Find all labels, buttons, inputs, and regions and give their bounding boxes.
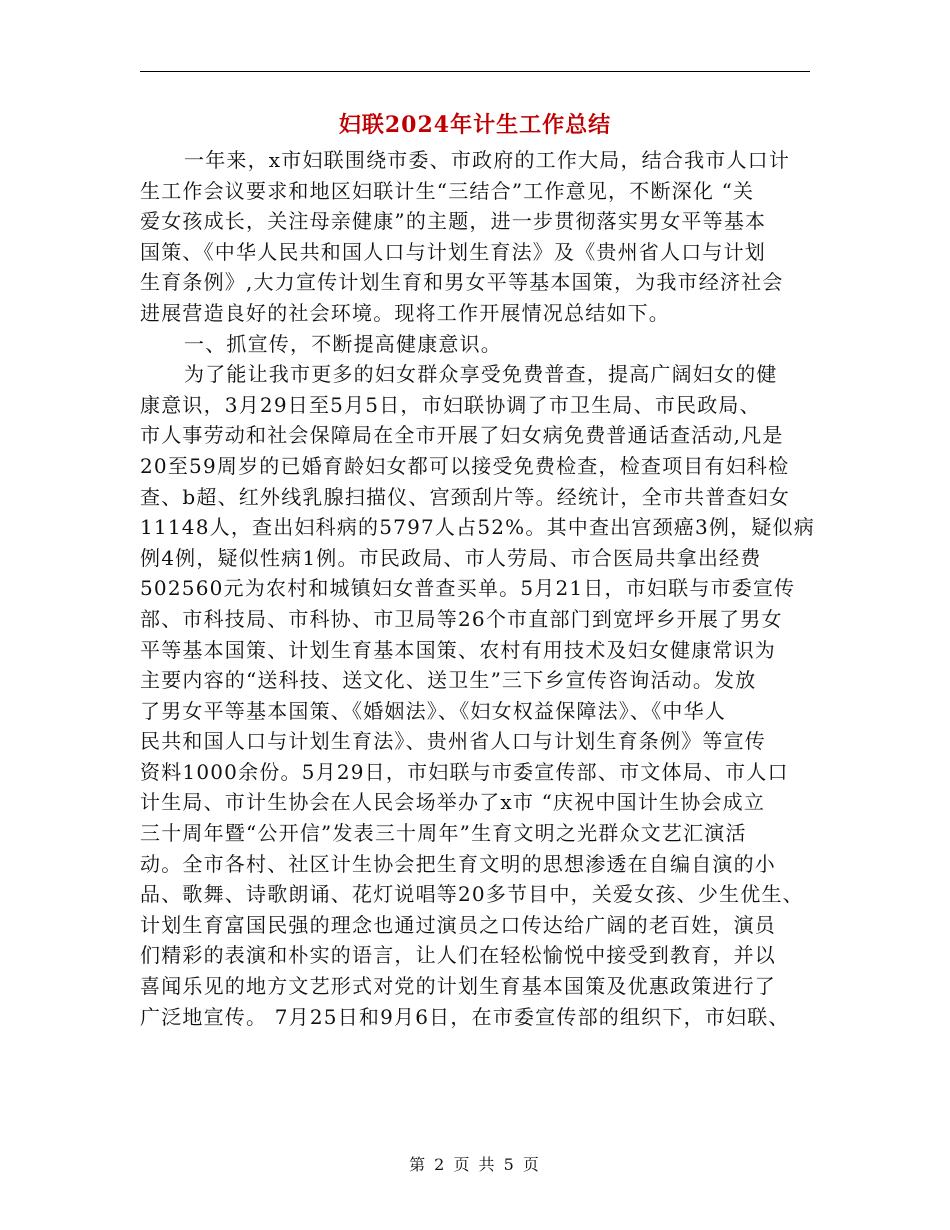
body-line: 品、歌舞、诗歌朗诵、花灯说唱等20多节目中，关爱女孩、少生优生、	[140, 882, 804, 907]
body-line: 资料1000余份。5月29日，市妇联与市委宣传部、市文体局、市人口	[140, 759, 789, 784]
body-line: 查、b超、红外线乳腺扫描仪、宫颈刮片等。经统计，全市共普查妇女	[140, 484, 791, 509]
body-line: 生育条例》,大力宣传计划生育和男女平等基本国策，为我市经济社会	[140, 270, 784, 295]
body-line: 502560元为农村和城镇妇女普查买单。5月21日，市妇联与市委宣传	[140, 576, 796, 601]
body-line: 部、市科技局、市科协、市卫局等26个市直部门到宽坪乡开展了男女	[140, 606, 783, 631]
body-line: 生工作会议要求和地区妇联计生“三结合”工作意见，不断深化 “关	[140, 178, 755, 203]
body-line: 们精彩的表演和朴实的语言，让人们在轻松愉悦中接受到教育，并以	[140, 943, 776, 968]
body-line: 三十周年暨“公开信”发表三十周年”生育文明之光群众文艺汇演活	[140, 821, 747, 846]
section-heading: 一、抓宣传，不断提高健康意识。	[184, 331, 502, 356]
header-rule	[140, 71, 810, 72]
body-line: 民共和国人口与计划生育法》、贵州省人口与计划生育条例》等宣传	[140, 729, 766, 754]
body-line: 动。全市各村、社区计生协会把生育文明的思想渗透在自编自演的小	[140, 851, 776, 876]
body-line: 国策、《中华人民共和国人口与计划生育法》及《贵州省人口与计划	[140, 239, 766, 264]
body-line: 20至59周岁的已婚育龄妇女都可以接受免费检查，检查项目有妇科检	[140, 453, 790, 478]
body-line: 喜闻乐见的地方文艺形式对党的计划生育基本国策及优惠政策进行了	[140, 974, 776, 999]
document-body	[140, 145, 815, 1032]
body-line: 一年来，x市妇联围绕市委、市政府的工作大局，结合我市人口计	[184, 148, 791, 172]
body-line: 为了能让我市更多的妇女群众享受免费普查，提高广阔妇女的健	[184, 362, 778, 387]
body-line: 进展营造良好的社会环境。现将工作开展情况总结如下。	[140, 300, 670, 325]
body-line: 了男女平等基本国策、《婚姻法》、《妇女权益保障法》、《中华人	[140, 698, 726, 723]
page-number-footer: 第 2 页 共 5 页	[409, 1155, 541, 1174]
body-line: 11148人，查出妇科病的5797人占52%。其中查出宫颈癌3例，疑似病	[140, 515, 815, 540]
body-line: 市人事劳动和社会保障局在全市开展了妇女病免费普通话查活动,凡是	[140, 423, 784, 448]
body-line: 康意识，3月29日至5月5日，市妇联协调了市卫生局、市民政局、	[140, 392, 761, 417]
body-line: 爱女孩成长，关注母亲健康”的主题，进一步贯彻落实男女平等基本	[140, 209, 767, 234]
body-line: 计生局、市计生协会在人民会场举办了x市 “庆祝中国计生协会成立	[140, 790, 766, 815]
body-line: 计划生育富国民强的理念也通过演员之口传达给广阔的老百姓，演员	[140, 912, 776, 937]
body-line: 例4例，疑似性病1例。市民政局、市人劳局、市合医局共拿出经费	[140, 545, 762, 570]
document-title: 妇联2024年计生工作总结	[338, 112, 612, 138]
body-line: 广泛地宣传。 7月25日和9月6日，在市委宣传部的组织下，市妇联、	[140, 1004, 790, 1029]
body-line: 主要内容的“送科技、送文化、送卫生”三下乡宣传咨询活动。发放	[140, 668, 757, 693]
body-line: 平等基本国策、计划生育基本国策、农村有用技术及妇女健康常识为	[140, 637, 776, 662]
